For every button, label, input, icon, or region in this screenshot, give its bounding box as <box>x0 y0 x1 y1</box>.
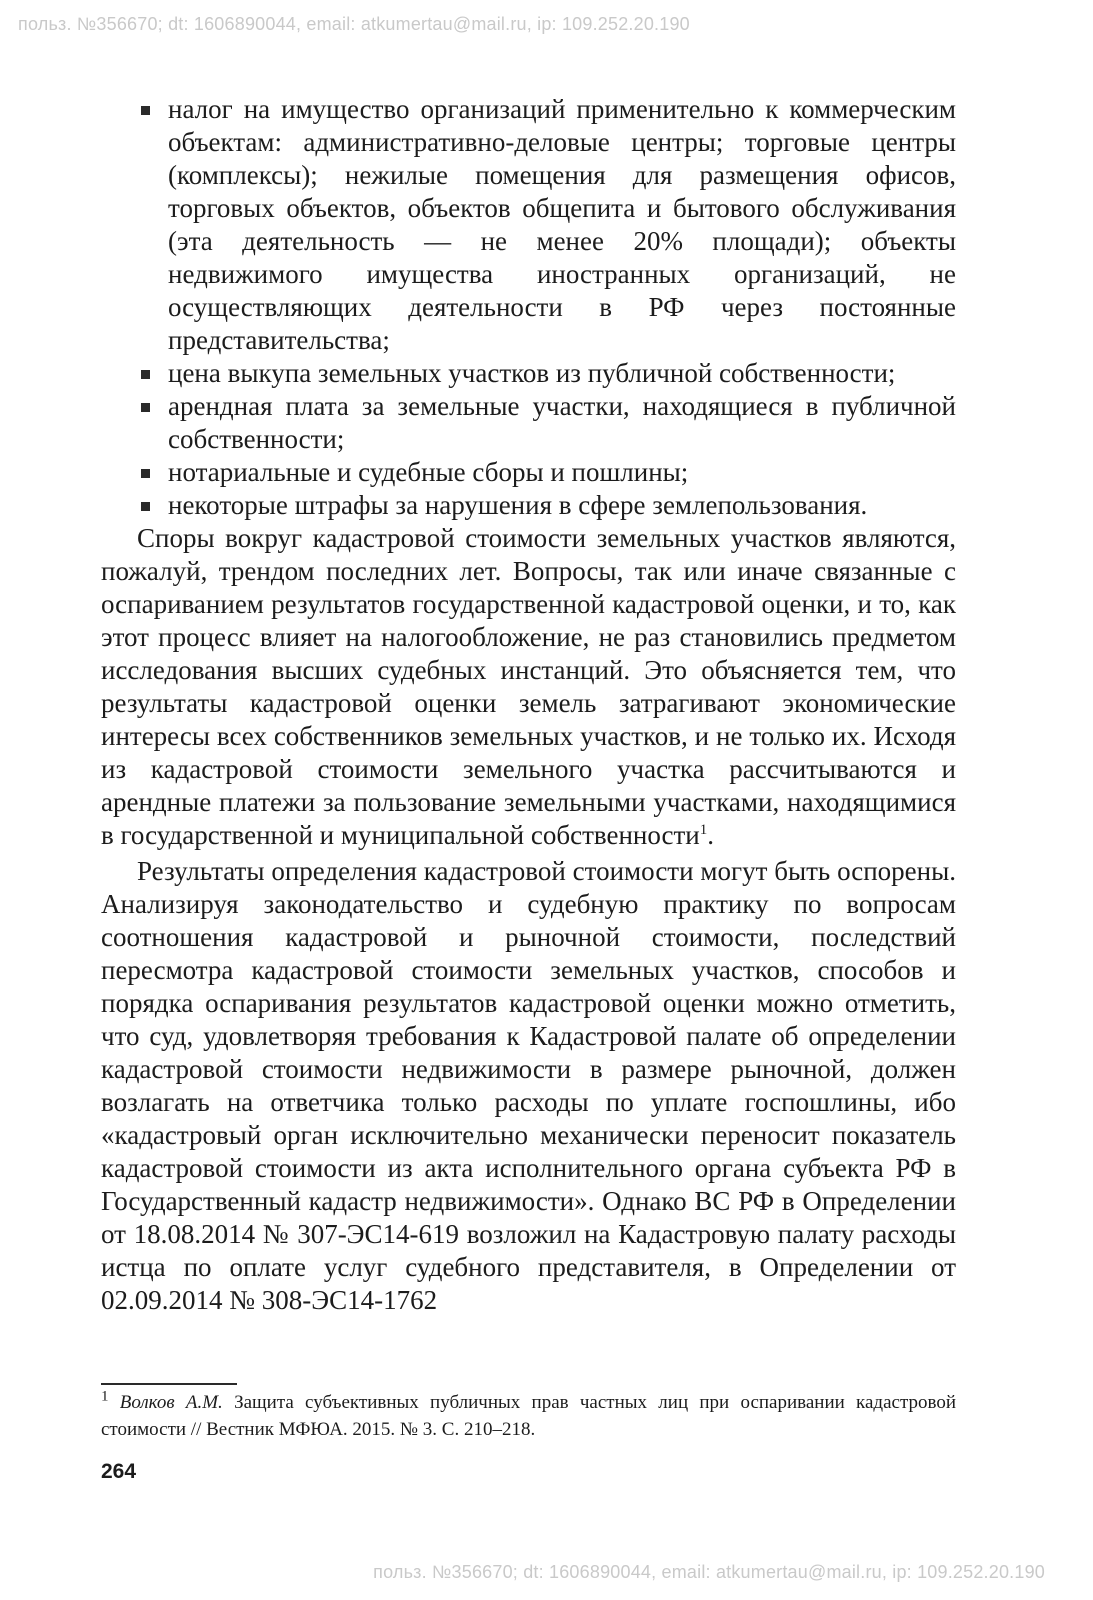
paragraph <box>101 522 956 852</box>
page-body <box>101 93 956 1317</box>
paragraph-tail: . <box>707 820 714 850</box>
footnote-text: Защита субъективных публичных прав частных лиц при оспаривании кадастровой стоимости // Вестник МФЮА. 2015. № 3. С. 210–218. <box>101 1392 957 1440</box>
watermark-bottom: польз. №356670; dt: 1606890044, email: atkumertau@mail.ru, ip: 109.252.20.190 <box>373 1562 1045 1582</box>
square-bullet-icon <box>141 106 150 115</box>
list-item <box>101 390 956 456</box>
footnote-divider <box>101 1383 237 1385</box>
list-item <box>101 93 956 357</box>
list-item-text: некоторые штрафы за нарушения в сфере землепользования. <box>168 490 868 520</box>
page-number: 264 <box>101 1460 137 1483</box>
paragraph-text: Споры вокруг кадастровой стоимости земельных участков являются, пожалуй, трендом последних лет. Вопросы, так или иначе связанные с оспариванием результатов государственной кадастровой оценки, и то, как этот процесс влияет на налогообложение, не раз становились предметом исследования высших судебных инстанций. Это объясняется тем, что результаты кадастровой оценки земель затрагивают экономические интересы всех собственников земельных участков, и не только их. Исходя из кадастровой стоимости земельного участка рассчитываются и арендные платежи за пользование земельными участками, находящимися в государственной и муниципальной собственности <box>101 523 956 850</box>
list-item-text: нотариальные и судебные сборы и пошлины; <box>168 457 689 487</box>
paragraph-text: Результаты определения кадастровой стоимости могут быть оспорены. Анализируя законодательство и судебную практику по вопросам соотношения кадастровой и рыночной стоимости, последствий пересмотра кадастровой стоимости земельных участков, способов и порядка оспаривания результатов кадастровой оценки можно отметить, что суд, удовлетворяя требования к Кадастровой палате об определении кадастровой стоимости недвижимости в размере рыночной, должен возлагать на ответчика только расходы по уплате госпошлины, ибо «кадастровый орган исключительно механически переносит показатель кадастровой стоимости из акта исполнительного органа субъекта РФ в Государственный кадастр недвижимости». Однако ВС РФ в Определении от 18.08.2014 № 307-ЭС14-619 возложил на Кадастровую палату расходы истца по оплате услуг судебного представителя, в Определении от 02.09.2014 № 308-ЭС14-1762 <box>101 856 956 1315</box>
list-item-text: арендная плата за земельные участки, находящиеся в публичной собственности; <box>168 391 956 454</box>
watermark-top: польз. №356670; dt: 1606890044, email: atkumertau@mail.ru, ip: 109.252.20.190 <box>18 14 690 34</box>
square-bullet-icon <box>141 469 150 478</box>
square-bullet-icon <box>141 370 150 379</box>
square-bullet-icon <box>141 403 150 412</box>
list-item <box>101 489 956 522</box>
bullet-list <box>101 93 956 522</box>
list-item <box>101 456 956 489</box>
footnote <box>101 1389 956 1443</box>
square-bullet-icon <box>141 502 150 511</box>
footnote-number: 1 <box>101 1388 109 1405</box>
paragraph <box>101 855 956 1317</box>
list-item-text: цена выкупа земельных участков из публичной собственности; <box>168 358 896 388</box>
list-item-text: налог на имущество организаций применительно к коммерческим объектам: административно-деловые центры; торговые центры (комплексы); нежилые помещения для размещения офисов, торговых объектов, объектов общепита и бытового обслуживания (эта деятельность — не менее 20% площади); объекты недвижимого имущества иностранных организаций, не осуществляющих деятельности в РФ через постоянные представительства; <box>168 94 956 355</box>
list-item <box>101 357 956 390</box>
footnote-reference: 1 <box>699 822 708 838</box>
footnote-author: Волков А.М. <box>119 1392 223 1413</box>
